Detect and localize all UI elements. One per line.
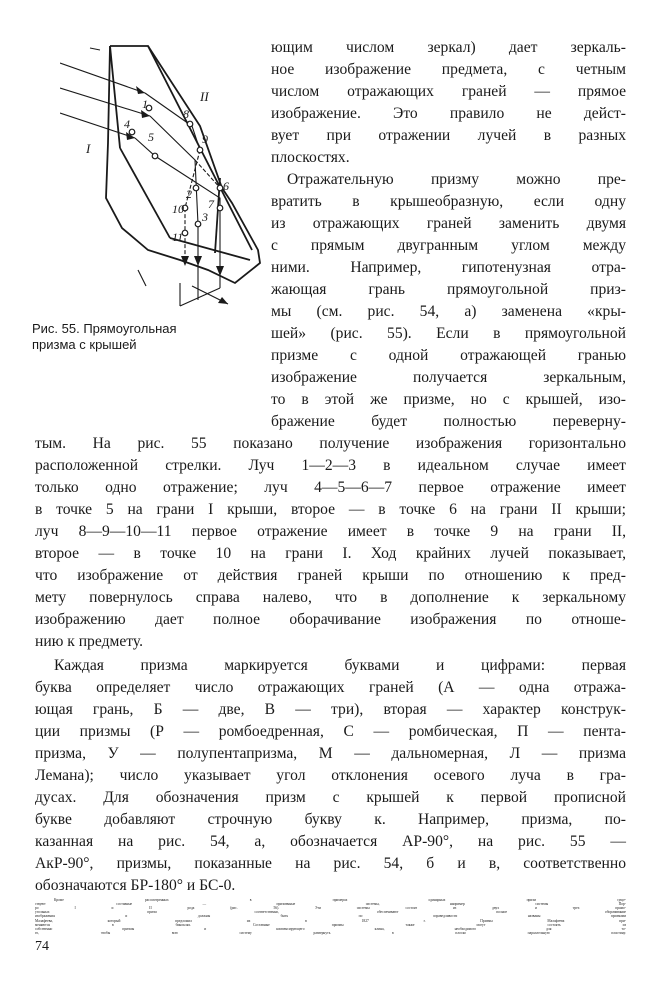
label-1: 1 [142, 97, 148, 111]
caption-line-2: призма с крышей [32, 337, 137, 352]
text-line: Кроме рассмотренных в примерах одинарных призм суще- [54, 898, 626, 902]
text-line: изображения и должны быть по справедливости названы призмами [35, 914, 626, 919]
label-2: 2 [186, 187, 192, 201]
text-line: АкР-90°, призмы, показанные на рис. 54, б и в, соответственно [35, 855, 626, 872]
text-line: меняются в биноклях. Составные призмы также могут состоять из [35, 922, 626, 927]
label-3: 3 [202, 210, 208, 224]
text-line: изображение получается зеркальным, [271, 369, 626, 386]
text-line: мету повернулось справа налево, что в дополнение к зеркальному [35, 589, 626, 606]
text-line: Каждая призма маркируется буквами и цифрами: первая [54, 657, 626, 674]
text-line: ними. Например, гипотенузная отра- [271, 259, 626, 276]
text-line: числом отражающих граней — прямое [271, 83, 626, 100]
text-line: ющим числом зеркал) дает зеркаль- [271, 39, 626, 56]
text-line: бражение будет полностью переверну- [271, 413, 626, 430]
text-line: плоскостях. [271, 149, 350, 166]
label-11: 11 [172, 230, 184, 244]
text-line: ции призмы (Р — ромбоедренная, С — ромбическая, П — пента- [35, 723, 626, 740]
text-line: Отражательную призму можно пре- [287, 171, 626, 188]
text-line: букве добавляют строчную букву к. Например, призма, по- [35, 811, 626, 828]
text-line: дусах. Для обозначения призм с крышей к первой прописной [35, 789, 626, 806]
text-line: ющая грань, Б — две, В — три), вторая — характер конструк- [35, 701, 626, 718]
text-line: шей» (рис. 55). Если в прямоугольной [271, 325, 626, 342]
text-line: буква определяет число отражающих граней (А — одна отража- [35, 679, 626, 696]
label-face-I: I [86, 141, 91, 156]
label-face-II: II [200, 89, 209, 104]
text-line: обозначаются БР-180° и БС-0. [35, 877, 236, 894]
text-line: угольных призм соответственно, обеспечивают полное оборачивание [35, 910, 626, 915]
text-line: в точке 5 на грани I крыши, второе — в точке 6 на грани II крыши; [35, 501, 626, 518]
text-line: Малафеева, который предложил их в 1827 г. Призмы Малафеева при- [35, 918, 626, 923]
label-5: 5 [148, 130, 154, 144]
text-line: ное изображение предмета, с четным [271, 61, 626, 78]
text-line: казанная на рис. 54, а, обозначается АР-90°, на рис. 55 — [35, 833, 626, 850]
text-line: призма, У — полупентапризма, М — дальномерная, Л — призма [35, 745, 626, 762]
label-10: 10 [172, 202, 184, 216]
label-8: 8 [183, 107, 189, 121]
text-line: что изображение от действия граней крыши по отношению к пред- [35, 567, 626, 584]
label-9: 9 [202, 132, 208, 146]
text-line: нию к предмету. [35, 633, 144, 650]
text-line: ствуют составные — призменные системы, например системы Пор- [35, 902, 626, 907]
text-line: второе — в точке 10 на грани I. Ход крайних лучей показывает, [35, 545, 626, 562]
text-line: жающая грань прямоугольной приз- [271, 281, 626, 298]
text-line: с прямым двугранным углом между [271, 237, 626, 254]
text-line: вратить в крышеобразную, если одну [271, 193, 626, 210]
label-7: 7 [208, 197, 214, 211]
text-line: тым. На рис. 55 показано получение изображения горизонтально [35, 435, 626, 452]
text-line: изображению дает полное оборачивание изображения по отноше- [35, 611, 626, 628]
label-4: 4 [124, 117, 130, 131]
text-line: Лемана); число указывает угол отклонения осевого луча в гра- [35, 767, 626, 784]
text-line: расположенной стрелки. Луч 1—2—3 в идеальном случае имеет [35, 457, 626, 474]
text-line: луч 8—9—10—11 первое отражение имеет в точке 9 на грани II, [35, 523, 626, 540]
text-line: призме с одной отражающей гранью [271, 347, 626, 364]
text-line: только одно отражение; луч 4—5—6—7 первое отражение имеет [35, 479, 626, 496]
page-number: 74 [35, 939, 49, 954]
text-line: ро I и II рода (рис. 56). Эти системы состоят из двух и трех прямо- [35, 906, 626, 911]
text-line: мы (см. рис. 54, а) заменена «кры- [271, 303, 626, 320]
text-line: собственно призмы и компенсирующего клина, необходимого для то- [35, 926, 626, 931]
caption-line-1: Рис. 55. Прямоугольная [32, 321, 177, 336]
text-line: го, чтобы всю систему развернуть в плоско параллельную пластину. [35, 930, 626, 935]
text-line: то в этой же призме, но с крышей, изо- [271, 391, 626, 408]
text-line: из отражающих граней заменить двумя [271, 215, 626, 232]
text-line: вует при отражении лучей в разных [271, 127, 626, 144]
label-6: 6 [223, 179, 229, 193]
text-line: изображение. Это правило не дейст- [271, 105, 626, 122]
